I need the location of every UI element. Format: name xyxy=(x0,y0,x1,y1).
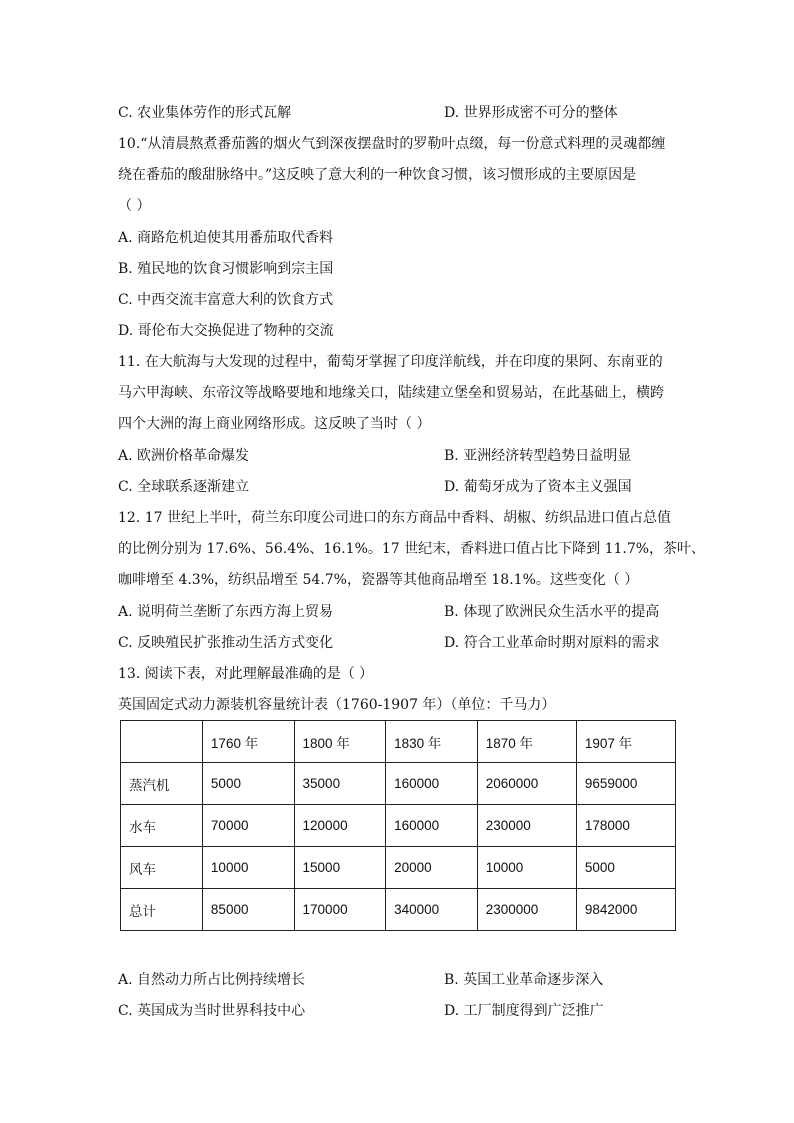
q12-option-b: B. 体现了欧洲民众生活水平的提高 xyxy=(444,604,660,620)
q12-option-d: D. 符合工业革命时期对原料的需求 xyxy=(444,635,660,651)
table-cell: 170000 xyxy=(294,889,386,931)
table-row xyxy=(121,805,676,847)
q11-option-d: D. 葡萄牙成为了资本主义强国 xyxy=(444,479,632,495)
q11-option-b: B. 亚洲经济转型趋势日益明显 xyxy=(444,448,632,464)
q10-option-d: D. 哥伦布大交换促进了物种的交流 xyxy=(118,323,334,339)
power-capacity-table xyxy=(120,720,676,931)
table-cell: 总计 xyxy=(121,889,203,931)
table-cell: 2300000 xyxy=(477,889,576,931)
q11-option-c: C. 全球联系逐渐建立 xyxy=(118,479,250,495)
table-row xyxy=(121,763,676,805)
table-cell: 10000 xyxy=(202,847,294,889)
table-cell: 蒸汽机 xyxy=(121,763,203,805)
q12-option-c: C. 反映殖民扩张推动生活方式变化 xyxy=(118,635,334,651)
q11-stem-line1: 11. 在大航海与大发现的过程中，葡萄牙掌握了印度洋航线，并在印度的果阿、东南亚的 xyxy=(118,354,663,370)
q12-stem-line1: 12. 17 世纪上半叶，荷兰东印度公司进口的东方商品中香料、胡椒、纺织品进口值占总值 xyxy=(118,510,671,526)
q13-option-d: D. 工厂制度得到广泛推广 xyxy=(444,1003,604,1019)
q10-option-a: A. 商路危机迫使其用番茄取代香料 xyxy=(118,230,334,246)
q11-stem-line2: 马六甲海峡、东帝汶等战略要地和地缘关口，陆续建立堡垒和贸易站，在此基础上，横跨 xyxy=(118,385,664,401)
table-row xyxy=(121,847,676,889)
q10-stem-line1: 10.“从清晨熬煮番茄酱的烟火气到深夜摆盘时的罗勒叶点缀，每一份意式料理的灵魂都缠 xyxy=(118,136,666,152)
q12-stem-line3: 咖啡增至 4.3%，纺织品增至 54.7%，瓷器等其他商品增至 18.1%。这些变化（ ） xyxy=(118,572,639,588)
q9-option-d: D. 世界形成密不可分的整体 xyxy=(444,105,618,121)
q10-option-b: B. 殖民地的饮食习惯影响到宗主国 xyxy=(118,261,334,277)
q12-stem-line2: 的比例分别为 17.6%、56.4%、16.1%。17 世纪末，香料进口值占比下降到 11.7%，茶叶、 xyxy=(118,541,706,557)
q13-stem: 13. 阅读下表，对此理解最准确的是（ ） xyxy=(118,666,374,682)
table-cell: 178000 xyxy=(576,805,675,847)
table-header-cell: 1907 年 xyxy=(576,721,675,763)
table-cell: 15000 xyxy=(294,847,386,889)
q10-answer-bracket: （ ） xyxy=(118,198,151,214)
q9-option-c: C. 农业集体劳作的形式瓦解 xyxy=(118,105,292,121)
table-cell: 9659000 xyxy=(576,763,675,805)
q10-stem-line2: 绕在番茄的酸甜脉络中。”这反映了意大利的一种饮食习惯，该习惯形成的主要原因是 xyxy=(118,167,637,183)
table-cell: 340000 xyxy=(386,889,478,931)
table-cell: 70000 xyxy=(202,805,294,847)
table-header-cell: 1830 年 xyxy=(386,721,478,763)
table-header-cell: 1800 年 xyxy=(294,721,386,763)
table-cell: 230000 xyxy=(477,805,576,847)
table-cell: 20000 xyxy=(386,847,478,889)
q13-option-b: B. 英国工业革命逐步深入 xyxy=(444,972,604,988)
q10-option-c: C. 中西交流丰富意大利的饮食方式 xyxy=(118,292,334,308)
table-cell: 5000 xyxy=(576,847,675,889)
q11-stem-line3: 四个大洲的海上商业网络形成。这反映了当时（ ） xyxy=(118,416,431,432)
table-header-cell xyxy=(121,721,203,763)
q11-option-a: A. 欧洲价格革命爆发 xyxy=(118,448,250,464)
q13-option-c: C. 英国成为当时世界科技中心 xyxy=(118,1003,306,1019)
table-cell: 85000 xyxy=(202,889,294,931)
table-header-cell: 1870 年 xyxy=(477,721,576,763)
table-cell: 160000 xyxy=(386,805,478,847)
table-cell: 35000 xyxy=(294,763,386,805)
table-cell: 水车 xyxy=(121,805,203,847)
table-cell: 120000 xyxy=(294,805,386,847)
q13-option-a: A. 自然动力所占比例持续增长 xyxy=(118,972,306,988)
table-cell: 160000 xyxy=(386,763,478,805)
q12-option-a: A. 说明荷兰垄断了东西方海上贸易 xyxy=(118,604,334,620)
table-cell: 10000 xyxy=(477,847,576,889)
table-cell: 风车 xyxy=(121,847,203,889)
table-cell: 9842000 xyxy=(576,889,675,931)
table-row xyxy=(121,889,676,931)
table-header-row xyxy=(121,721,676,763)
table-caption: 英国固定式动力源装机容量统计表（1760-1907 年）（单位：千马力） xyxy=(118,697,556,713)
table-header-cell: 1760 年 xyxy=(202,721,294,763)
table-cell: 5000 xyxy=(202,763,294,805)
table-cell: 2060000 xyxy=(477,763,576,805)
